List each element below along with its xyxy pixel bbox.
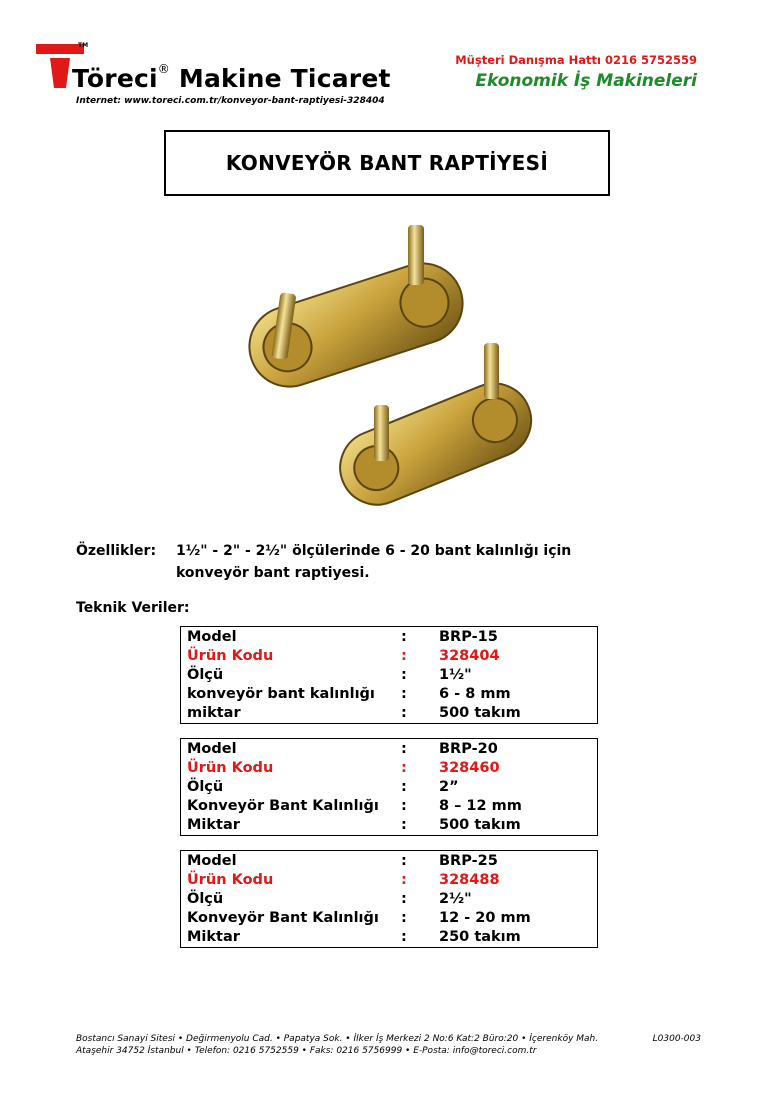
spec-colon: : [401, 629, 407, 645]
product-photo [236, 215, 536, 515]
spec-key: Ölçü [187, 891, 224, 907]
spec-value: 1½" [439, 667, 472, 683]
spec-row-quantity [187, 704, 597, 723]
spec-colon: : [401, 817, 407, 833]
brand-name-main: Töreci [72, 64, 158, 93]
spec-colon: : [401, 686, 407, 702]
spec-key: Model [187, 853, 237, 869]
document-title [164, 130, 610, 196]
spec-value: 12 - 20 mm [439, 910, 531, 926]
spec-value: 6 - 8 mm [439, 686, 511, 702]
spec-key: Ürün Kodu [187, 872, 274, 888]
spec-row-quantity [187, 928, 597, 947]
spec-row-product-code [187, 759, 597, 778]
footer-address-line-2: Ataşehir 34752 İstanbul • Telefon: 0216 5752559 • Faks: 0216 5756999 • E-Posta: info@toreci.com.tr [76, 1046, 537, 1056]
customer-hotline: Müşteri Danışma Hattı 0216 5752559 [455, 53, 697, 67]
spec-key: Konveyör Bant Kalınlığı [187, 798, 379, 814]
spec-row-quantity [187, 816, 597, 835]
spec-key: Model [187, 629, 237, 645]
registered-mark: ® [157, 62, 170, 76]
spec-value: BRP-15 [439, 629, 498, 645]
spec-colon: : [401, 741, 407, 757]
spec-table-brp-20 [180, 738, 598, 836]
document-title-text: KONVEYÖR BANT RAPTİYESİ [225, 151, 549, 175]
spec-table-brp-25 [180, 850, 598, 948]
spec-colon: : [401, 760, 407, 776]
trademark-mark: TM [78, 42, 89, 49]
spec-colon: : [401, 853, 407, 869]
spec-row-model [187, 852, 597, 871]
spec-table-brp-15 [180, 626, 598, 724]
spec-key: Ölçü [187, 667, 224, 683]
spec-key: miktar [187, 705, 241, 721]
spec-value: 500 takım [439, 817, 521, 833]
brand-name-rest: Makine Ticaret [169, 64, 391, 93]
spec-value: BRP-25 [439, 853, 498, 869]
features-label: Özellikler: [76, 543, 157, 559]
spec-value: BRP-20 [439, 741, 498, 757]
spec-key: konveyör bant kalınlığı [187, 686, 375, 702]
spec-row-belt-thickness [187, 685, 597, 704]
features-text-line-2: konveyör bant raptiyesi. [176, 565, 370, 581]
spec-key: Ölçü [187, 779, 224, 795]
spec-value: 2” [439, 779, 459, 795]
spec-row-product-code [187, 871, 597, 890]
spec-row-size [187, 666, 597, 685]
spec-colon: : [401, 872, 407, 888]
spec-colon: : [401, 910, 407, 926]
company-slogan: Ekonomik İş Makineleri [475, 71, 697, 91]
spec-colon: : [401, 798, 407, 814]
spec-colon: : [401, 929, 407, 945]
features-text-line-1: 1½" - 2" - 2½" ölçülerinde 6 - 20 bant kalınlığı için [176, 543, 572, 559]
technical-data-label: Teknik Veriler: [76, 600, 190, 616]
document-code: L0300-003 [652, 1034, 701, 1044]
spec-value: 328460 [439, 760, 500, 776]
spec-key: Miktar [187, 817, 240, 833]
spec-colon: : [401, 891, 407, 907]
spec-value: 328404 [439, 648, 500, 664]
spec-value: 2½" [439, 891, 472, 907]
spec-key: Ürün Kodu [187, 760, 274, 776]
spec-row-belt-thickness [187, 797, 597, 816]
spec-row-model [187, 740, 597, 759]
brand-name [72, 64, 391, 93]
spec-key: Ürün Kodu [187, 648, 274, 664]
spec-row-belt-thickness [187, 909, 597, 928]
spec-key: Model [187, 741, 237, 757]
spec-row-size [187, 890, 597, 909]
spec-row-product-code [187, 647, 597, 666]
spec-key: Miktar [187, 929, 240, 945]
internet-address: Internet: www.toreci.com.tr/konveyor-bant-raptiyesi-328404 [76, 96, 385, 106]
spec-value: 328488 [439, 872, 500, 888]
spec-key: Konveyör Bant Kalınlığı [187, 910, 379, 926]
spec-colon: : [401, 705, 407, 721]
spec-row-size [187, 778, 597, 797]
spec-row-model [187, 628, 597, 647]
spec-colon: : [401, 779, 407, 795]
spec-colon: : [401, 667, 407, 683]
footer-address-line-1: Bostancı Sanayi Sitesi • Değirmenyolu Cad. • Papatya Sok. • İlker İş Merkezi 2 No:6 Kat:2 Büro:20 • İçerenköy Mah. [76, 1034, 599, 1044]
spec-colon: : [401, 648, 407, 664]
spec-value: 500 takım [439, 705, 521, 721]
spec-value: 250 takım [439, 929, 521, 945]
spec-value: 8 – 12 mm [439, 798, 522, 814]
